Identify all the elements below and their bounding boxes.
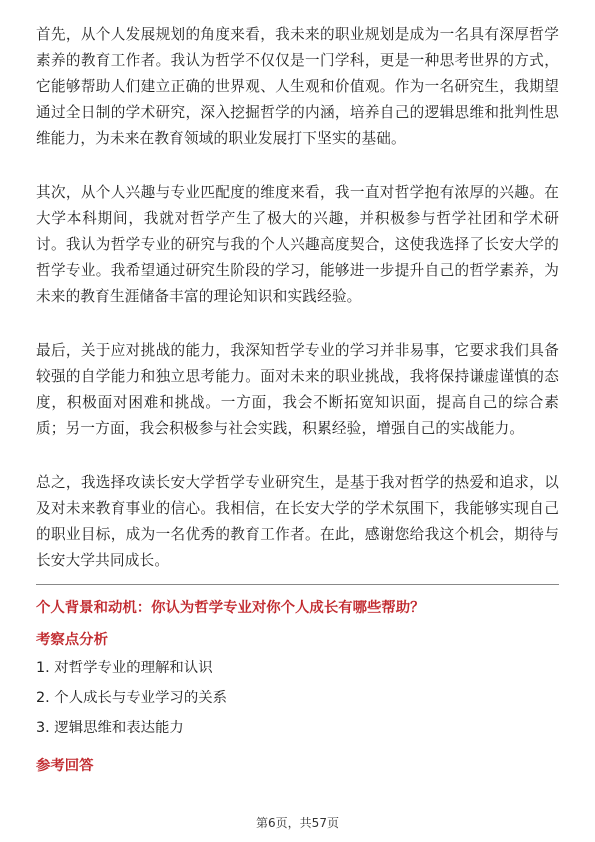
page-number: 第6页，共57页 [256,816,339,830]
paragraph-interest: 其次，从个人兴趣与专业匹配度的维度来看，我一直对哲学抱有浓厚的兴趣。在大学本科期间，我就对哲学产生了极大的兴趣，并积极参与哲学社团和学术研讨。我认为哲学专业的研究与我的个人兴趣高度契合，这使我选择了长安大学的哲学专业。我希望通过研究生阶段的学习，能够进一步提升自己的哲学素养，为未来的教育生涯储备丰富的理论知识和实践经验。 [36,184,559,305]
analysis-point-3: 3. 逻辑思维和表达能力 [36,720,184,736]
reference-answer-title: 参考回答 [36,758,94,774]
analysis-title: 考察点分析 [36,632,108,648]
paragraph-conclusion: 总之，我选择攻读长安大学哲学专业研究生，是基于我对哲学的热爱和追求，以及对未来教育事业的信心。我相信，在长安大学的学术氛围下，我能够实现自己的职业目标，成为一名优秀的教育工作者。在此，感谢您给我这个机会，期待与长安大学共同成长。 [36,474,559,569]
analysis-point-2: 2. 个人成长与专业学习的关系 [36,690,227,706]
paragraph-challenges: 最后，关于应对挑战的能力，我深知哲学专业的学习并非易事，它要求我们具备较强的自学能力和独立思考能力。面对未来的职业挑战，我将保持谦虚谨慎的态度，积极面对困难和挑战。一方面，我会不断拓宽知识面，提高自己的综合素质；另一方面，我会积极参与社会实践，积累经验，增强自己的实战能力。 [36,342,559,437]
document-page [36,22,559,777]
interview-question: 个人背景和动机：你认为哲学专业对你个人成长有哪些帮助？ [36,600,425,616]
section-divider [36,584,559,585]
analysis-point-1: 1. 对哲学专业的理解和认识 [36,660,213,676]
paragraph-career-plan: 首先，从个人发展规划的角度来看，我未来的职业规划是成为一名具有深厚哲学素养的教育工作者。我认为哲学不仅仅是一门学科，更是一种思考世界的方式，它能够帮助人们建立正确的世界观、人生观和价值观。作为一名研究生，我期望通过全日制的学术研究，深入挖掘哲学的内涵，培养自己的逻辑思维和批判性思维能力，为未来在教育领域的职业发展打下坚实的基础。 [36,26,559,147]
